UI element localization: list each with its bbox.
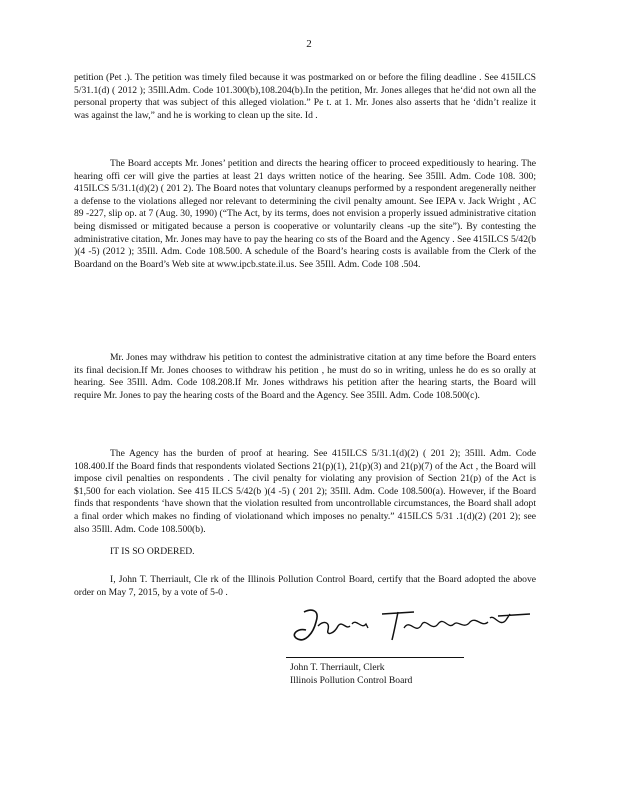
paragraph-burden-of-proof: The Agency has the burden of proof at hearing. See 415ILCS 5/31.1(d)(2) ( 201 2); 35Ill. Adm. Code 108.400.If the Board finds that respondents violated Sections 21(p)(1), 21(p)(3) and 21(p)(7) of the Act , the Board will impose civil penalties on respondents . The civil penalty for violating any provision of Section 21(p) of the Act is $1,500 for each violation. See 415 ILCS 5/42(b )(4 -5) ( 201 2); 35Ill. Adm. Code 108.500(a). However, if the Board finds that respondents ‘have shown that the violation resulted from uncontrollable circumstances, the Board shall adopt a final order which makes no finding of violationand which imposes no penalty.” 415ILCS 5/31 .1(d)(2) (201 2); see also 35Ill. Adm. Code 108.500(b). — [74, 448, 536, 535]
signature-line — [286, 657, 464, 658]
signature-block — [290, 661, 412, 687]
handwritten-signature — [286, 600, 536, 650]
clerk-name: John T. Therriault, Clerk — [290, 662, 385, 673]
clerk-certification: I, John T. Therriault, Cle rk of the Illinois Pollution Control Board, certify that the Board adopted the above order on May 7, 2015, by a vote of 5-0 . — [74, 574, 536, 598]
paragraph-withdraw-petition: Mr. Jones may withdraw his petition to contest the administrative citation at any time before the Board enters its final decision.If Mr. Jones chooses to withdraw his petition , he must do so in writing, unless he do es so orally at hearing. See 35Ill. Adm. Code 108.208.If Mr. Jones withdraws his petition after the hearing starts, the Board will require Mr. Jones to pay the hearing costs of the Board and the Agency. See 35Ill. Adm. Code 108.500(c). — [74, 352, 536, 401]
paragraph-board-accepts: The Board accepts Mr. Jones’ petition and directs the hearing officer to proceed expeditiously to hearing. The hearing offi cer will give the parties at least 21 days written notice of the hearing. See 35Ill. Adm. Code 108. 300; 415ILCS 5/31.1(d)(2) ( 201 2). The Board notes that voluntary cleanups performed by a respondent aregenerally neither a defense to the violations alleged nor relevant to determining the civil penalty amount. See IEPA v. Jack Wright , AC 89 -227, slip op. at 7 (Aug. 30, 1990) (“The Act, by its terms, does not envision a properly issued administrative citation being dismissed or mitigated because a person is cooperative or voluntarily cleans -up the site”). By contesting the administrative citation, Mr. Jones may have to pay the hearing co sts of the Board and the Agency . See 415ILCS 5/42(b )(4 -5) (2012 ); 35Ill. Adm. Code 108.500. A schedule of the Board’s hearing costs is available from the Clerk of the Boardand on the Board’s Web site at www.ipcb.state.il.us. See 35Ill. Adm. Code 108 .504. — [74, 158, 536, 270]
page-number: 2 — [306, 38, 312, 50]
board-name: Illinois Pollution Control Board — [290, 675, 413, 686]
paragraph-petition-filing: petition (Pet .). The petition was timely filed because it was postmarked on or before the filing deadline . See 415ILCS 5/31.1(d) ( 2012 ); 35Ill.Adm. Code 101.300(b),108.204(b).In the petition, Mr. Jones alleges that he‘did not own all the personal property that was subject of this alleged violation.” Pe t. at 1. Mr. Jones also asserts that he ‘didn’t realize it was against the law,” and he is working to clean up the site. Id . — [74, 72, 536, 121]
so-ordered: IT IS SO ORDERED. — [110, 546, 195, 557]
